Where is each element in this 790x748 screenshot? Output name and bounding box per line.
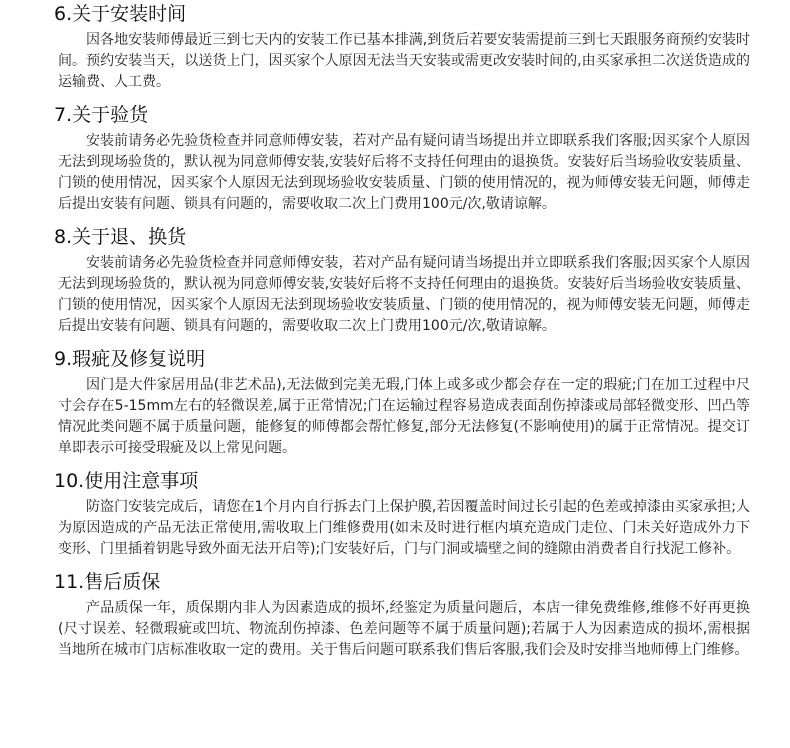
section-paragraph: 因各地安装师傅最近三到七天内的安装工作已基本排满,到货后若要安装需提前三到七天跟服务商预约安装时间。预约安装当天，以送货上门，因买家个人原因无法当天安装或需更改安装时间的,由买家承担二次送货造成的运输费、人工费。 (58, 32, 750, 90)
section-defects-repair (54, 347, 750, 459)
section-paragraph: 因门是大件家居用品(非艺术品),无法做到完美无瑕,门体上或多或少都会存在一定的瑕疵;门在加工过程中尺寸会存在5-15mm左右的轻微误差,属于正常情况;门在运输过程容易造成表面刮伤掉漆或局部轻微变形、凹凸等情况此类问题不属于质量问题，能修复的师傅都会帮忙修复,部分无法修复(不影响使用)的属于正常情况。提交订单即表示可接受瑕疵及以上常见问题。 (58, 377, 750, 456)
section-heading: 9.瑕疵及修复说明 (54, 348, 206, 370)
section-paragraph: 产品质保一年，质保期内非人为因素造成的损坏,经鉴定为质量问题后，本店一律免费维修,维修不好再更换(尺寸误差、轻微瑕疵或凹坑、物流刮伤掉漆、色差问题等不属于质量问题);若属于人为因素造成的损坏,需根据当地所在城市门店标准收取一定的费用。关于售后问题可联系我们售后客服,我们会及时安排当地师傅上门维修。 (58, 600, 750, 658)
section-heading: 8.关于退、换货 (54, 226, 187, 248)
section-paragraph: 防盗门安装完成后，请您在1个月内自行拆去门上保护膜,若因覆盖时间过长引起的色差或掉漆由买家承担;人为原因造成的产品无法正常使用,需收取上门维修费用(如未及时进行框内填充造成门走位、门未关好造成外力下变形、门里插着钥匙导致外面无法开启等);门安装好后，门与门洞或墙壁之间的缝隙由消费者自行找泥工修补。 (58, 499, 750, 557)
section-heading: 6.关于安装时间 (54, 3, 187, 25)
section-installation-time (54, 2, 750, 93)
section-heading: 10.使用注意事项 (54, 470, 199, 492)
section-heading: 11.售后质保 (54, 571, 161, 593)
section-usage-notes (54, 469, 750, 560)
section-heading: 7.关于验货 (54, 104, 149, 126)
section-paragraph: 安装前请务必先验货检查并同意师傅安装，若对产品有疑问请当场提出并立即联系我们客服;因买家个人原因无法到现场验货的，默认视为同意师傅安装,安装好后将不支持任何理由的退换货。安装好后当场验收安装质量、门锁的使用情况，因买家个人原因无法到现场验收安装质量、门锁的使用情况的，视为师傅安装无问题，师傅走后提出安装有问题、锁具有问题的，需要收取二次上门费用100元/次,敬请谅解。 (58, 255, 750, 334)
section-returns-exchanges (54, 225, 750, 337)
section-paragraph: 安装前请务必先验货检查并同意师傅安装，若对产品有疑问请当场提出并立即联系我们客服;因买家个人原因无法到现场验货的，默认视为同意师傅安装,安装好后将不支持任何理由的退换货。安装好后当场验收安装质量、门锁的使用情况，因买家个人原因无法到现场验收安装质量、门锁的使用情况的，视为师傅安装无问题，师傅走后提出安装有问题、锁具有问题的，需要收取二次上门费用100元/次,敬请谅解。 (58, 133, 750, 212)
section-inspection (54, 103, 750, 215)
section-after-sales-warranty (54, 570, 750, 661)
